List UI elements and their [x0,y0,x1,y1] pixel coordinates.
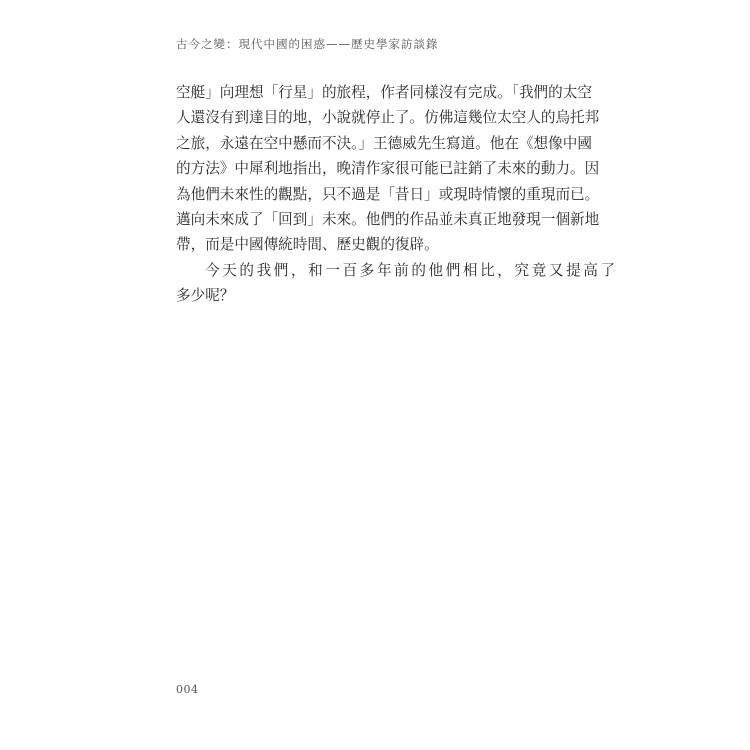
text-line: 邁向未來成了「回到」未來。他們的作品並未真正地發現一個新地 [176,211,600,229]
text-line: 多少呢？ [176,287,235,305]
text-line: 空艇」向理想「行星」的旅程，作者同樣沒有完成。「我們的太空 [176,84,592,101]
body-text [176,80,618,309]
running-header: 古今之變：現代中國的困惑——歷史學家訪談錄 [176,37,439,51]
text-line: 為他們未來性的觀點，只不過是「昔日」或現時情懷的重現而已。 [176,185,600,203]
text-line: 人還沒有到達目的地，小說就停止了。仿佛這幾位太空人的烏托邦 [176,109,600,127]
text-line: 之旅，永遠在空中懸而不決。」王德威先生寫道。他在《想像中國 [176,134,592,152]
text-line: 的方法》中犀利地指出，晚清作家很可能已註銷了未來的動力。因 [176,160,600,178]
page-number: 004 [176,683,199,696]
text-line: 帶，而是中國傳統時間、歷史觀的復辟。 [176,236,439,254]
paragraph-first-line: 今天的我們，和一百多年前的他們相比，究竟又提高了 [205,261,618,279]
